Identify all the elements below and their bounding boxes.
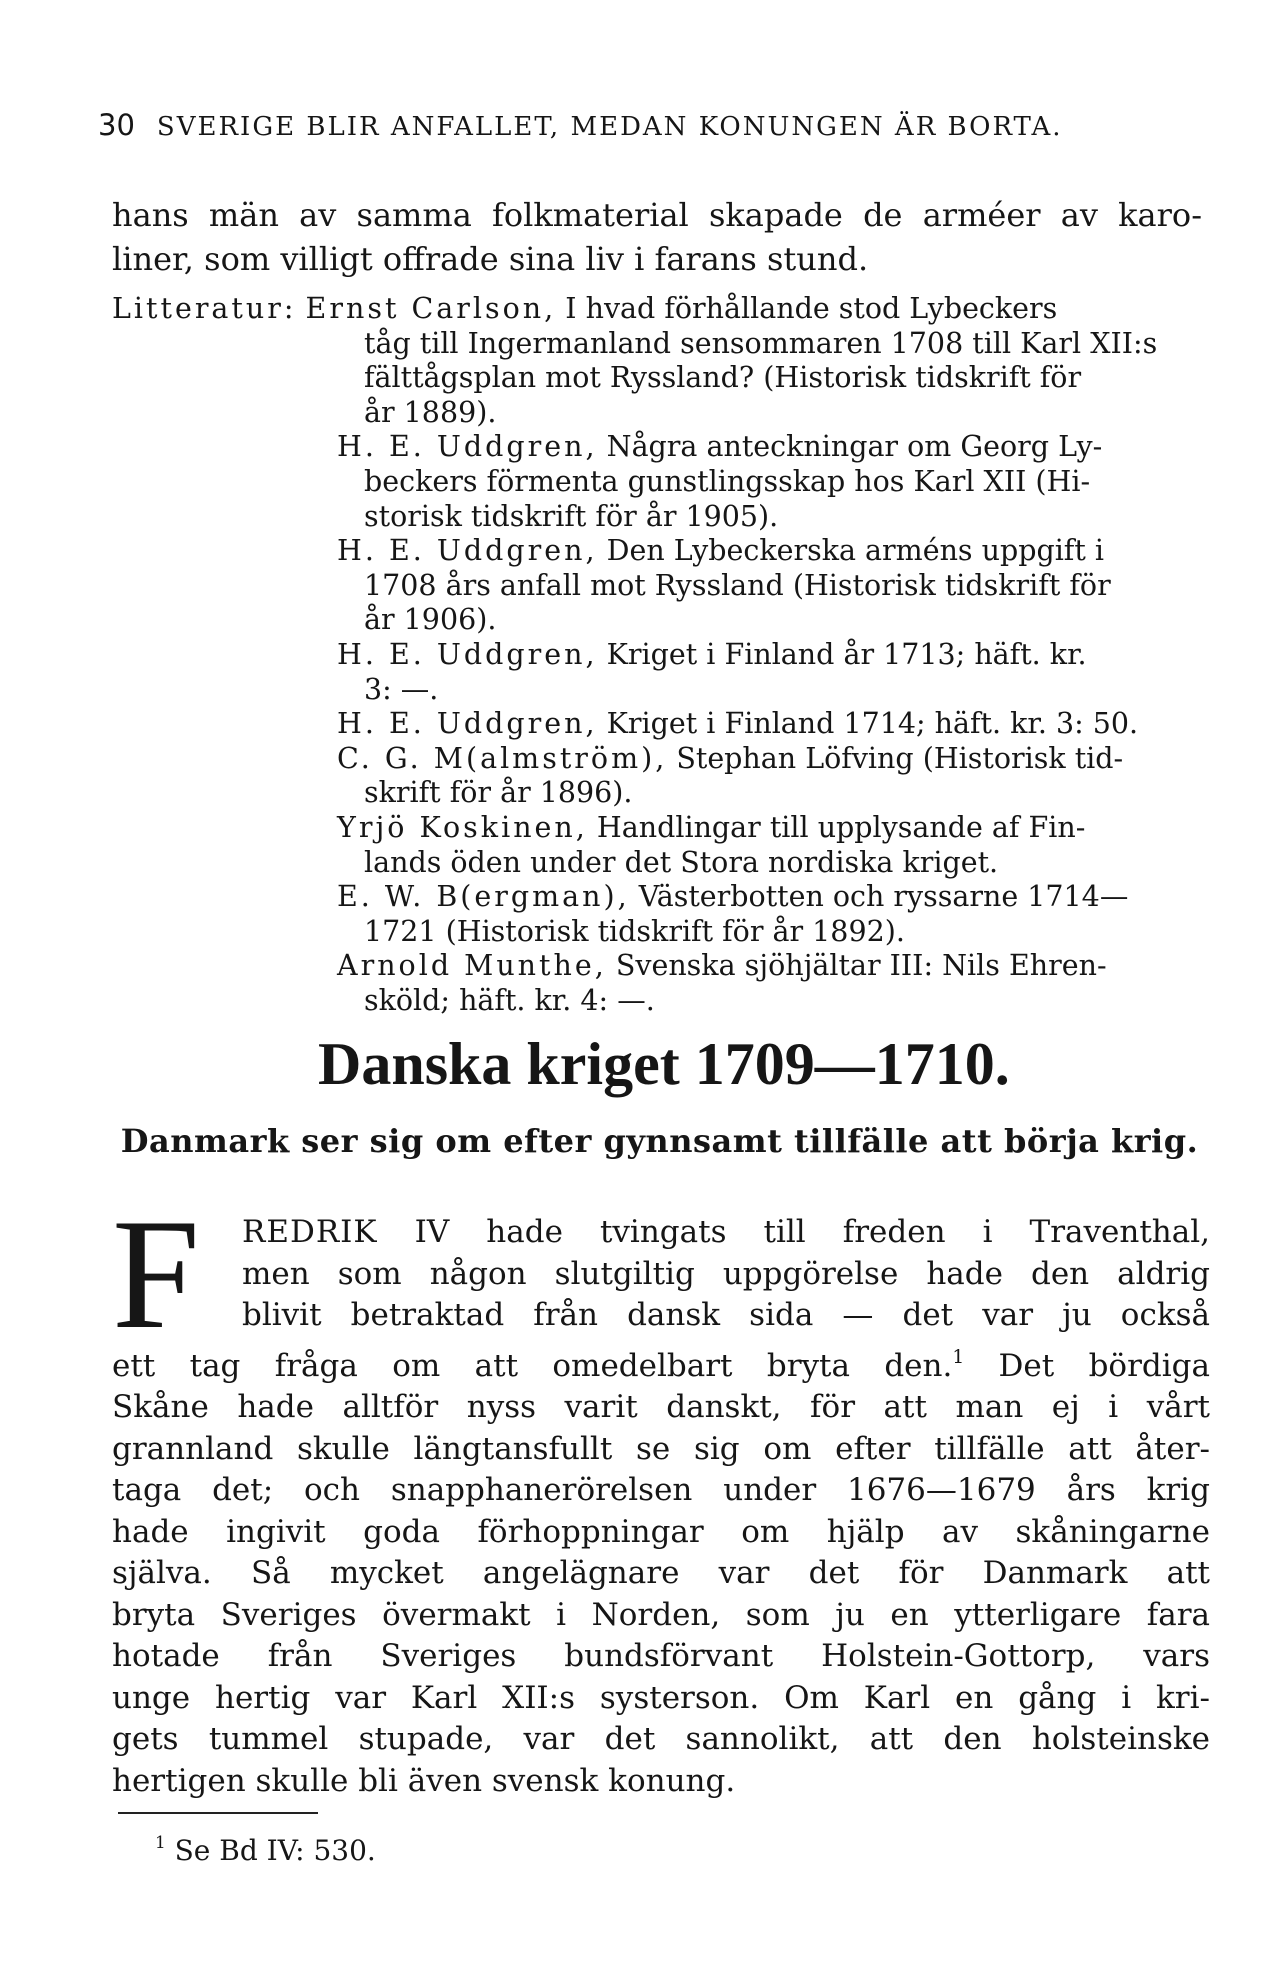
text-line: liner, som villigt offrade sina liv i farans stund. <box>112 240 869 278</box>
literature-text: Svenska sjöhjältar III: Nils Ehren- <box>615 949 1107 983</box>
text-line <box>112 1212 1210 1254</box>
literature-text: fälttågsplan mot Ryssland? (Historisk tidskrift för <box>364 361 1082 395</box>
small-caps-word: REDRIK <box>242 1214 378 1250</box>
literature-entry <box>112 638 1202 707</box>
text-span: Det bördiga <box>964 1347 1210 1384</box>
text-span: IV hade tvingats till freden i Traventhal, <box>377 1214 1210 1250</box>
literature-text: Handlingar till upplysande af Fin- <box>596 810 1086 844</box>
literature-entry <box>112 534 1202 638</box>
literature-text: Några anteckningar om Georg Ly- <box>606 430 1103 464</box>
literature-entry <box>112 949 1202 1018</box>
literature-author: H. E. Uddgren, <box>337 707 598 741</box>
literature-entry <box>112 742 1202 811</box>
literature-text: sköld; häft. kr. 4: —. <box>364 983 655 1017</box>
literature-entry <box>112 292 1202 430</box>
literature-text: Västerbotten och ryssarne 1714— <box>638 880 1129 914</box>
text-line: grannland skulle längtansfullt se sig om efter tillfälle att åter- <box>112 1430 1210 1467</box>
text-line: hade ingivit goda förhoppningar om hjälp av skåningarne <box>112 1513 1210 1550</box>
literature-text: lands öden under det Stora nordiska kriget. <box>364 845 999 879</box>
literature-author: H. E. Uddgren, <box>337 534 598 568</box>
section-title: Danmark ser sig om efter gynnsamt tillfälle att börja krig. <box>120 1122 1199 1160</box>
running-header <box>98 108 1208 142</box>
literature-author: Arnold Munthe, <box>337 949 607 983</box>
text-line: hertigen skulle bli även svensk konung. <box>112 1762 736 1799</box>
page-number: 30 <box>98 108 135 142</box>
literature-text: 1721 (Historisk tidskrift för år 1892). <box>364 914 905 948</box>
running-title: SVERIGE BLIR ANFALLET, MEDAN KONUNGEN ÄR BORTA. <box>156 112 1063 142</box>
literature-text: år 1906). <box>364 603 497 637</box>
literature-author: H. E. Uddgren, <box>337 637 598 671</box>
text-line <box>112 1337 1210 1388</box>
chapter-title: Danska kriget 1709—1710. <box>318 1031 1010 1097</box>
footnote-divider <box>118 1812 318 1814</box>
literature-text: år 1889). <box>364 395 497 429</box>
footnote-marker: 1 <box>155 1832 166 1852</box>
text-line: gets tummel stupade, var det sannolikt, att den holsteinske <box>112 1721 1210 1758</box>
literature-text: Den Lybeckerska arméns uppgift i <box>606 534 1104 568</box>
footnote-text: Se Bd IV: 530. <box>165 1833 376 1867</box>
intro-paragraph <box>112 193 1202 281</box>
text-line: hans män av samma folkmaterial skapade de arméer av karo- <box>112 196 1202 234</box>
text-line: hotade från Sveriges bundsförvant Holstein-Gottorp, vars <box>112 1638 1210 1675</box>
literature-entry <box>112 430 1202 534</box>
text-span: ett tag fråga om att omedelbart bryta den. <box>112 1347 953 1384</box>
literature-author: H. E. Uddgren, <box>337 430 598 464</box>
text-line: taga det; och snapphanerörelsen under 1676—1679 års krig <box>112 1472 1210 1509</box>
literature-text: I hvad förhållande stod Lybeckers <box>565 292 1058 325</box>
literature-author: C. G. M(almström), <box>337 741 668 775</box>
literature-text: 3: —. <box>364 672 439 706</box>
literature-entry <box>112 880 1202 949</box>
literature-text: Stephan Löfving (Historisk tid- <box>676 741 1124 775</box>
literature-label: Litteratur: <box>112 292 297 325</box>
text-line: blivit betraktad från dansk sida — det var ju också <box>242 1297 1210 1333</box>
body-text <box>112 1187 1210 1802</box>
footnote-reference: 1 <box>952 1346 965 1368</box>
literature-list <box>112 292 1202 1018</box>
drop-cap: F <box>112 1187 200 1362</box>
text-line: Skåne hade alltför nyss varit danskt, för att man ej i vårt <box>112 1389 1210 1426</box>
literature-entry <box>112 707 1202 742</box>
text-line: själva. Så mycket angelägnare var det för Danmark att <box>112 1555 1210 1592</box>
literature-author: Yrjö Koskinen, <box>337 810 588 844</box>
literature-text: Kriget i Finland år 1713; häft. kr. <box>606 637 1087 671</box>
literature-text: tåg till Ingermanland sensommaren 1708 till Karl XII:s <box>364 326 1158 360</box>
text-line: unge hertig var Karl XII:s systerson. Om Karl en gång i kri- <box>112 1679 1210 1716</box>
text-line: men som någon slutgiltig uppgörelse hade den aldrig <box>242 1255 1210 1292</box>
literature-text: skrift för år 1896). <box>364 776 633 810</box>
literature-author: E. W. B(ergman), <box>337 880 630 914</box>
literature-text: storisk tidskrift för år 1905). <box>364 499 779 533</box>
literature-text: beckers förmenta gunstlingsskap hos Karl XII (Hi- <box>364 464 1091 498</box>
literature-text: Kriget i Finland 1714; häft. kr. 3: 50. <box>606 707 1139 741</box>
literature-text: 1708 års anfall mot Ryssland (Historisk tidskrift för <box>364 568 1111 602</box>
text-line: bryta Sveriges övermakt i Norden, som ju en ytterligare fara <box>112 1596 1210 1633</box>
footnote <box>155 1832 376 1867</box>
literature-author: Ernst Carlson, <box>305 292 557 325</box>
literature-entry <box>112 811 1202 880</box>
